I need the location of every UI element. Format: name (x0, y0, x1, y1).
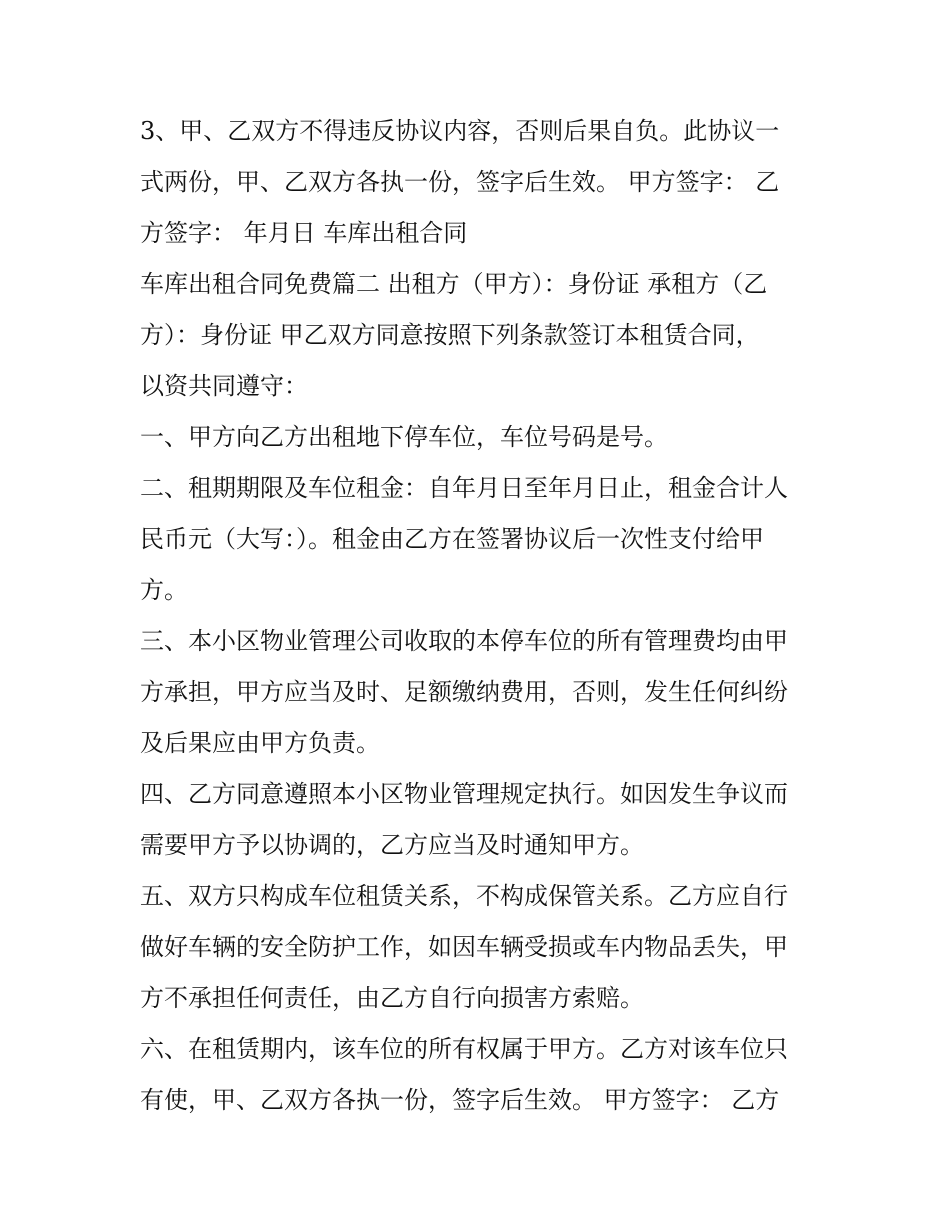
text-line: 需要甲方予以协调的，乙方应当及时通知甲方。 (140, 831, 644, 859)
text-line: 3、甲、乙双方不得违反协议内容，否则后果自负。此协议一 (140, 117, 780, 145)
document-page (140, 106, 818, 1126)
text-line: 方）：身份证 甲乙双方同意按照下列条款签订本租赁合同， (140, 321, 760, 349)
text-line: 三、本小区物业管理公司收取的本停车位的所有管理费均由甲 (140, 627, 788, 655)
paragraph-clause-1 (140, 412, 818, 463)
paragraph-clause-2 (140, 463, 818, 616)
paragraph-clause-5 (140, 871, 818, 1024)
paragraph-clause-6 (140, 1024, 818, 1126)
text-line: 式两份，甲、乙双方各执一份，签字后生效。 甲方签字： 乙 (140, 168, 780, 196)
text-line: 四、乙方同意遵照本小区物业管理规定执行。如因发生争议而 (140, 780, 788, 808)
paragraph-contract-intro (140, 259, 818, 412)
text-line: 车库出租合同免费篇二 出租方（甲方）：身份证 承租方（乙 (140, 270, 768, 298)
text-line: 方签字： 年月日 车库出租合同 (140, 219, 468, 247)
paragraph-clause-4 (140, 769, 818, 871)
text-line: 有使，甲、乙双方各执一份，签字后生效。 甲方签字： 乙方 (140, 1086, 780, 1114)
text-line: 民币元（大写：）。租金由乙方在签署协议后一次性支付给甲 (140, 525, 764, 553)
text-line: 二、租期期限及车位租金：自年月日至年月日止，租金合计人 (140, 474, 788, 502)
text-line: 六、在租赁期内，该车位的所有权属于甲方。乙方对该车位只 (140, 1035, 788, 1063)
paragraph-clause-3-signatures (140, 106, 818, 259)
text-line: 一、甲方向乙方出租地下停车位，车位号码是号。 (140, 423, 668, 451)
text-line: 五、双方只构成车位租赁关系，不构成保管关系。乙方应自行 (140, 882, 788, 910)
text-line: 以资共同遵守： (140, 372, 308, 400)
text-line: 做好车辆的安全防护工作，如因车辆受损或车内物品丢失，甲 (140, 933, 788, 961)
text-line: 方承担，甲方应当及时、足额缴纳费用，否则，发生任何纠纷 (140, 678, 788, 706)
text-line: 方。 (140, 576, 188, 604)
text-line: 及后果应由甲方负责。 (140, 729, 380, 757)
text-line: 方不承担任何责任，由乙方自行向损害方索赔。 (140, 984, 644, 1012)
paragraph-clause-3 (140, 616, 818, 769)
